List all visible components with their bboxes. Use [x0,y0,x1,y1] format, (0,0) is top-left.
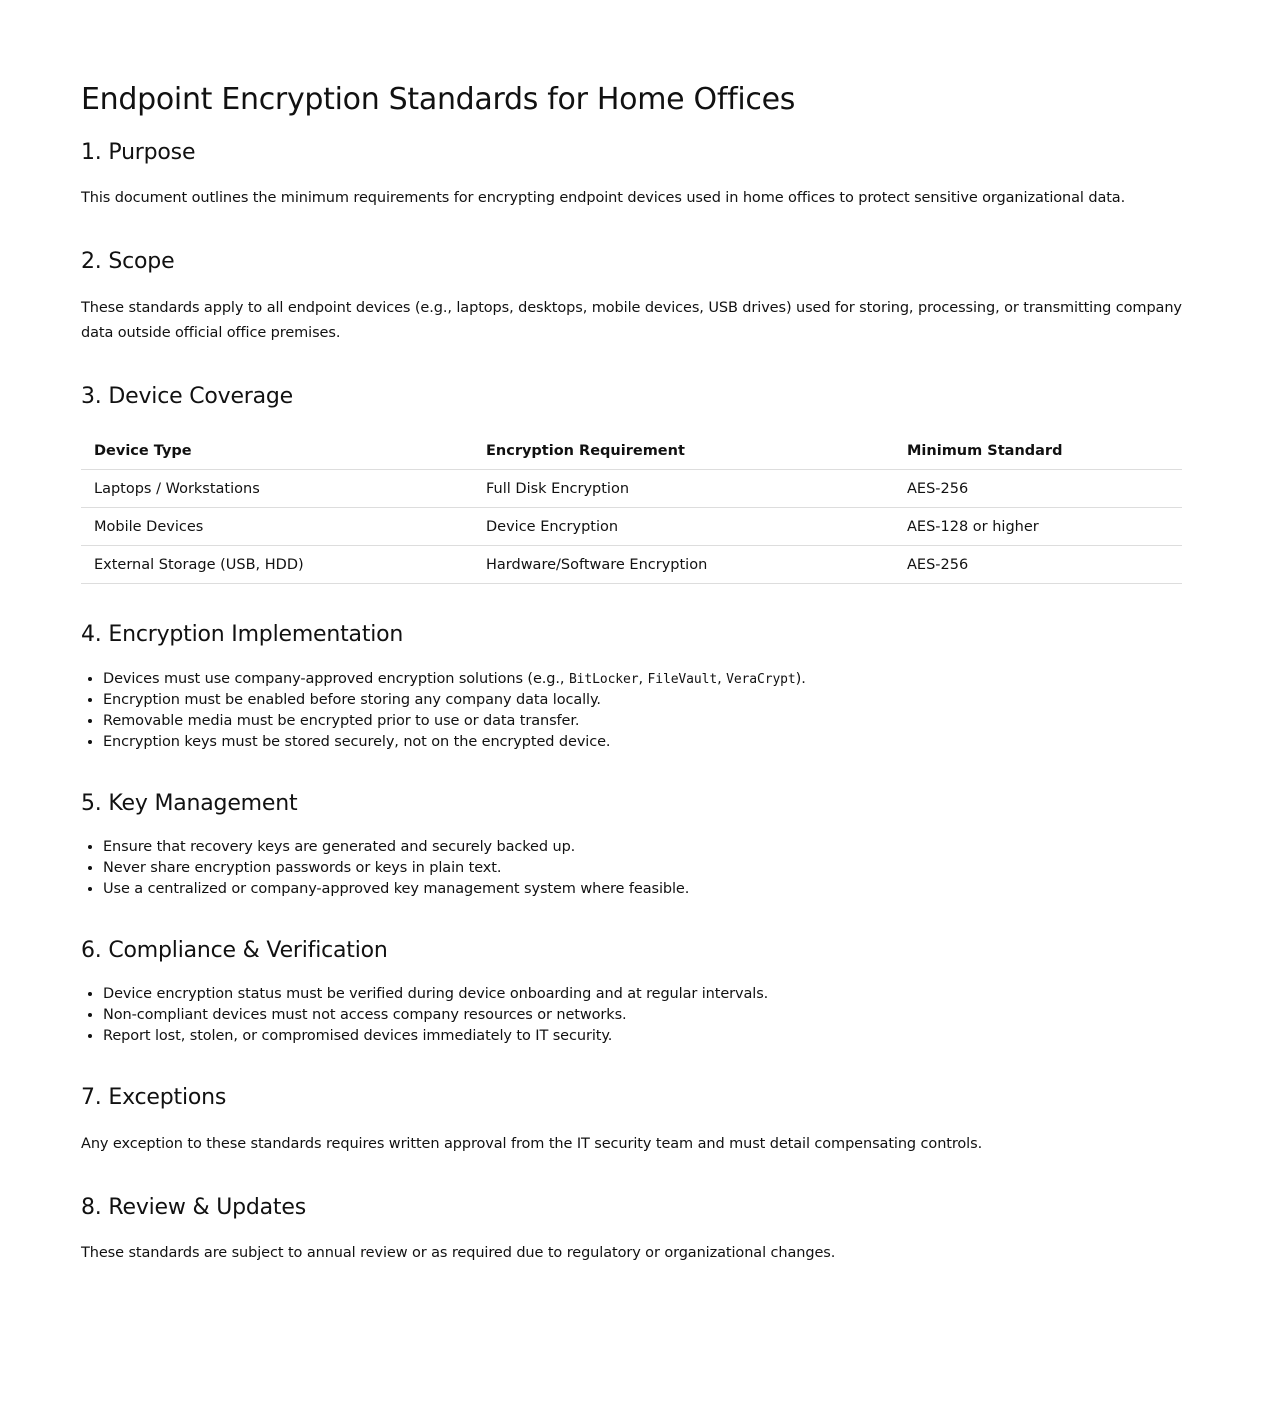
list-item: • Never share encryption passwords or keys in plain text. [103,858,1182,879]
section-exceptions [81,1085,1182,1156]
section-compliance [81,938,1182,1047]
table-cell: Hardware/Software Encryption [473,546,894,584]
bullet-list [81,837,1182,900]
section-heading: 1. Purpose [81,140,196,165]
device-coverage-table [81,432,1182,584]
column-header: Encryption Requirement [473,432,894,470]
section-text: This document outlines the minimum requirements for encrypting endpoint devices used in home offices to protect sensitive organizational data. [81,190,1126,207]
section-heading: 6. Compliance & Verification [81,937,388,963]
table-cell: Laptops / Workstations [81,470,473,508]
section-heading: 3. Device Coverage [81,383,294,409]
separator: , [717,670,727,687]
section-text: These standards apply to all endpoint devices (e.g., laptops, desktops, mobile devices, USB drives) used for storing, processing, or transmitting company data outside official office premises. [81,299,1182,341]
section-review-updates [81,1195,1182,1266]
section-device-coverage [81,384,1182,584]
list-item: • Removable media must be encrypted prior to use or data transfer. [103,711,1182,732]
bullet-list [81,669,1182,753]
column-header: Device Type [81,432,473,470]
list-item: • Encryption keys must be stored securely, not on the encrypted device. [103,732,1182,753]
section-heading: 4. Encryption Implementation [81,622,404,648]
section-heading: 8. Review & Updates [81,1194,306,1220]
table-cell: Mobile Devices [81,508,473,546]
section-scope [81,249,1182,345]
list-item: • Report lost, stolen, or compromised devices immediately to IT security. [103,1026,1182,1047]
inline-code: FileVault [647,671,718,687]
table-cell: AES-256 [894,470,1182,508]
section-purpose [81,140,1182,211]
table-cell: Device Encryption [473,508,894,546]
section-text: Any exception to these standards requires written approval from the IT security team and must detail compensating controls. [81,1135,983,1152]
section-encryption-implementation [81,622,1182,752]
section-key-management [81,791,1182,900]
table-cell: AES-128 or higher [894,508,1182,546]
bullet-list [81,984,1182,1047]
table-row [81,470,1182,508]
list-item [103,669,1182,690]
list-item: • Use a centralized or company-approved key management system where feasible. [103,879,1182,900]
column-header: Minimum Standard [894,432,1182,470]
document-title: Endpoint Encryption Standards for Home Offices [81,82,796,117]
section-heading: 2. Scope [81,249,175,275]
table-row [81,508,1182,546]
inline-code: BitLocker [568,671,639,687]
list-item: • Ensure that recovery keys are generated and securely backed up. [103,837,1182,858]
table-header-row [81,432,1182,470]
list-item: • Device encryption status must be verified during device onboarding and at regular intervals. [103,984,1182,1005]
list-item-text: Devices must use company-approved encryption solutions (e.g., [103,670,569,687]
table-cell: External Storage (USB, HDD) [81,546,473,584]
table-cell: Full Disk Encryption [473,470,894,508]
table-row [81,546,1182,584]
section-heading: 5. Key Management [81,790,298,816]
table-cell: AES-256 [894,546,1182,584]
section-text: These standards are subject to annual review or as required due to regulatory or organizational changes. [81,1245,836,1262]
inline-code: VeraCrypt [726,671,796,687]
list-item: • Non-compliant devices must not access company resources or networks. [103,1005,1182,1026]
list-item-text: ). [795,670,806,687]
section-heading: 7. Exceptions [81,1085,227,1111]
separator: , [638,670,648,687]
list-item: • Encryption must be enabled before storing any company data locally. [103,690,1182,711]
